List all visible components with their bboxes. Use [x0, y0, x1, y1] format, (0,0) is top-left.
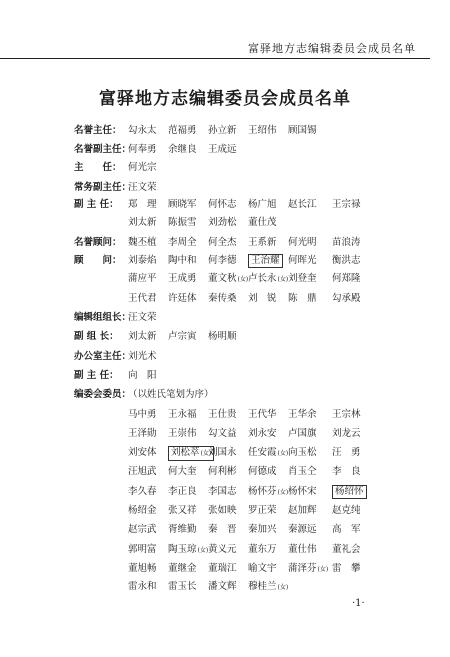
- role-label: 名誉顾问：: [74, 237, 122, 248]
- member-name: 勾永太: [128, 125, 157, 136]
- member-name: 陶玉琼(女): [168, 544, 209, 555]
- member-name: 杨绍怀: [332, 485, 367, 499]
- member-name: 李 良: [332, 466, 361, 477]
- member-name: 陶中和: [168, 255, 197, 266]
- member-name: 何光宗: [128, 162, 157, 173]
- member-name: 余继良: [168, 144, 197, 155]
- member-name: 喻文宇: [248, 563, 277, 574]
- gender-note: (女): [197, 547, 209, 554]
- member-name: 勾承殿: [332, 293, 361, 304]
- member-name: 陈 鼎: [288, 293, 317, 304]
- member-name: 刘登奎: [288, 273, 317, 284]
- member-name: 魏丕植: [128, 237, 157, 248]
- member-name: 陈振雪: [168, 217, 197, 228]
- member-name: 赵宗武: [128, 524, 157, 535]
- member-name: 向玉松: [288, 447, 317, 458]
- member-name: 王成远: [208, 144, 237, 155]
- member-name: 雷 攀: [332, 563, 361, 574]
- gender-note: (女): [277, 276, 289, 283]
- member-name: 穆桂兰(女): [248, 581, 289, 592]
- member-name: 杨怀芬(女): [248, 486, 289, 497]
- member-name: 何奉勇: [128, 144, 157, 155]
- gender-note: (女): [277, 450, 289, 457]
- member-name: 苗浪涛: [332, 237, 361, 248]
- member-name: 刘永安: [248, 428, 277, 439]
- member-name: 刘光术: [128, 351, 157, 362]
- member-name: 雷永和: [128, 581, 157, 592]
- member-name: 王代华: [248, 409, 277, 420]
- member-name: 黄义元: [208, 544, 237, 555]
- member-name: 何全杰: [208, 237, 237, 248]
- member-name: 董瑞江: [208, 563, 237, 574]
- member-name: 何怀志: [208, 199, 237, 210]
- member-name: 何郑隆: [332, 273, 361, 284]
- member-name: 汪旭武: [128, 466, 157, 477]
- member-name: 董仕茂: [248, 217, 277, 228]
- member-name: 王绍伟: [248, 125, 277, 136]
- role-label: 办公室主任：: [74, 351, 132, 362]
- gender-note: (女): [317, 566, 329, 573]
- member-name: 秦传桑: [208, 293, 237, 304]
- member-name: 汪 勇: [332, 447, 361, 458]
- gender-note: (女): [277, 489, 289, 496]
- member-name: 刘松萃(女): [168, 446, 214, 461]
- member-name: 王永福: [168, 409, 197, 420]
- member-name: 罗正荣: [248, 505, 277, 516]
- role-label: 常务副主任：: [74, 182, 132, 193]
- member-name: 刘安体: [128, 447, 157, 458]
- member-name: 刘太新: [128, 217, 157, 228]
- role-label: 副 组 长：: [74, 331, 119, 342]
- member-name: 郑 理: [128, 199, 157, 210]
- member-name: 卢长永(女): [248, 273, 289, 284]
- member-name: 王治耀: [248, 254, 283, 268]
- member-name: 秦 晋: [208, 524, 237, 535]
- member-name: 高 军: [332, 524, 361, 535]
- gender-note: (女): [277, 584, 289, 591]
- member-name: 何利彬: [208, 466, 237, 477]
- member-name: 何大奎: [168, 466, 197, 477]
- member-name: 王宗禄: [332, 199, 361, 210]
- page-number: ·1·: [352, 598, 365, 609]
- member-name: 张如映: [208, 505, 237, 516]
- role-label: 编委会委员：: [74, 389, 132, 400]
- member-name: 马中勇: [128, 409, 157, 420]
- member-name: 何光明: [288, 237, 317, 248]
- member-name: 孙立新: [208, 125, 237, 136]
- member-name: 何晖光: [288, 255, 317, 266]
- member-name: 李国志: [208, 486, 237, 497]
- role-label: 副 主 任：: [74, 199, 119, 210]
- member-name: 肖玉仝: [288, 466, 317, 477]
- member-name: 潘文辉: [208, 581, 237, 592]
- member-name: 蒲泽芬(女): [288, 563, 329, 574]
- member-name: 刘 锐: [248, 293, 277, 304]
- member-name: 衡洪志: [332, 255, 361, 266]
- member-name: 杨怀宋: [288, 486, 317, 497]
- member-name: 胥维勤: [168, 524, 197, 535]
- member-name: 王代君: [128, 293, 157, 304]
- member-name: 汪文荣: [128, 312, 157, 323]
- member-name: （以姓氏笔划为序）: [128, 389, 214, 400]
- role-label: 顾 问：: [74, 255, 122, 266]
- member-name: 汪文荣: [128, 182, 157, 193]
- member-name: 刘太新: [128, 331, 157, 342]
- member-name: 王华余: [288, 409, 317, 420]
- role-label: 主 任：: [74, 162, 122, 173]
- member-name: 秦源远: [288, 524, 317, 535]
- member-name: 王宗林: [332, 409, 361, 420]
- member-name: 赵长江: [288, 199, 317, 210]
- gender-note: (女): [200, 450, 212, 457]
- member-name: 卢国旗: [288, 428, 317, 439]
- member-name: 何德成: [248, 466, 277, 477]
- member-name: 董旭畅: [128, 563, 157, 574]
- member-name: 刘泰焰: [128, 255, 157, 266]
- member-name: 勾文益: [208, 428, 237, 439]
- member-name: 王系新: [248, 237, 277, 248]
- member-name: 董礼会: [332, 544, 361, 555]
- member-name: 赵加辉: [288, 505, 317, 516]
- member-name: 董仕伟: [288, 544, 317, 555]
- member-name: 何李德: [208, 255, 237, 266]
- member-name: 刘劲松: [208, 217, 237, 228]
- member-name: 秦加兴: [248, 524, 277, 535]
- member-name: 董继金: [168, 563, 197, 574]
- member-name: 向 阳: [128, 370, 157, 381]
- member-name: 赵克纯: [332, 505, 361, 516]
- page-title: 富驿地方志编辑委员会成员名单: [99, 89, 351, 109]
- member-name: 雷玉长: [168, 581, 197, 592]
- member-name: 蒲应平: [128, 273, 157, 284]
- header-rule: [0, 58, 430, 59]
- member-name: 刘国永: [208, 447, 237, 458]
- role-label: 名誉主任：: [74, 125, 122, 136]
- member-name: 李正良: [168, 486, 197, 497]
- member-name: 李周全: [168, 237, 197, 248]
- member-name: 李久春: [128, 486, 157, 497]
- gender-note: (女): [237, 276, 249, 283]
- member-name: 顾晓军: [168, 199, 197, 210]
- member-name: 张又祥: [168, 505, 197, 516]
- member-name: 王仕贵: [208, 409, 237, 420]
- member-name: 王成勇: [168, 273, 197, 284]
- role-label: 名誉副主任：: [74, 144, 132, 155]
- member-name: 杨明顺: [208, 331, 237, 342]
- member-name: 顾国锡: [288, 125, 317, 136]
- member-name: 卢宗寅: [168, 331, 197, 342]
- member-name: 杨绍金: [128, 505, 157, 516]
- member-name: 董文秋(女): [208, 273, 249, 284]
- role-label: 副 主 任：: [74, 370, 119, 381]
- member-name: 王崇伟: [168, 428, 197, 439]
- member-name: 刘龙云: [332, 428, 361, 439]
- member-name: 杨广旭: [248, 199, 277, 210]
- member-name: 郭明富: [128, 544, 157, 555]
- member-name: 董东万: [248, 544, 277, 555]
- member-name: 许廷体: [168, 293, 197, 304]
- running-header: 富驿地方志编辑委员会成员名单: [248, 42, 416, 55]
- role-label: 编辑组组长：: [74, 312, 132, 323]
- member-name: 范福勇: [168, 125, 197, 136]
- member-name: 任安霞(女): [248, 447, 289, 458]
- member-name: 王泽勋: [128, 428, 157, 439]
